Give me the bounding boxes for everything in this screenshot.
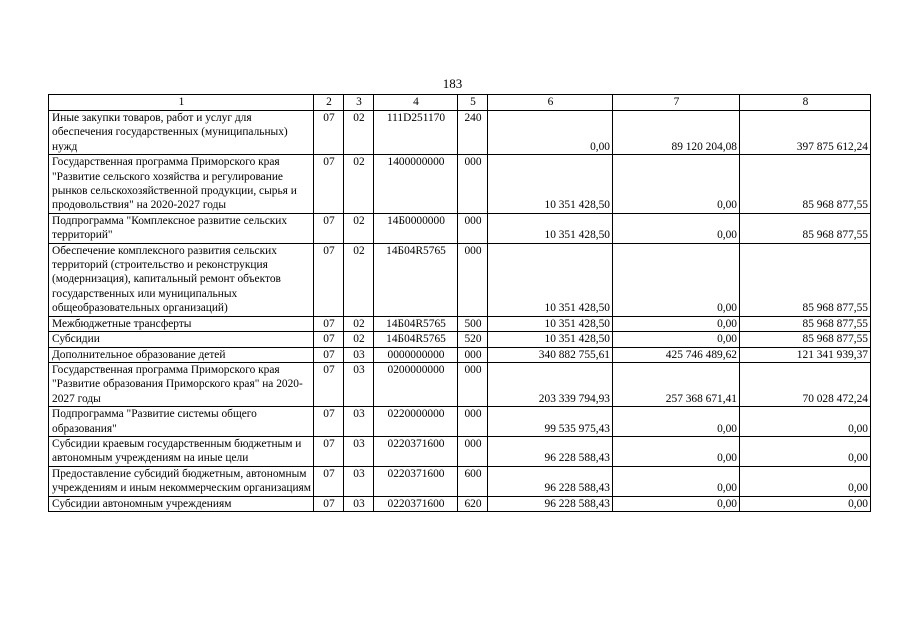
row-name-cell: Предоставление субсидий бюджетным, автономным учреждениям и иным некоммерческим организациям bbox=[49, 466, 314, 496]
amount-col6-cell: 10 351 428,50 bbox=[488, 332, 613, 347]
expense-type-cell: 000 bbox=[458, 362, 488, 406]
amount-col6-cell: 340 882 755,61 bbox=[488, 347, 613, 362]
column-header: 4 bbox=[374, 95, 458, 111]
amount-col7-cell: 89 120 204,08 bbox=[613, 111, 740, 155]
row-name-cell: Иные закупки товаров, работ и услуг для обеспечения государственных (муниципальных) нужд bbox=[49, 111, 314, 155]
row-name-cell: Подпрограмма "Развитие системы общего образования" bbox=[49, 407, 314, 437]
amount-col7-cell: 425 746 489,62 bbox=[613, 347, 740, 362]
amount-col6-cell: 10 351 428,50 bbox=[488, 243, 613, 316]
amount-col7-cell: 0,00 bbox=[613, 332, 740, 347]
amount-col7-cell: 0,00 bbox=[613, 155, 740, 214]
amount-col6-cell: 10 351 428,50 bbox=[488, 316, 613, 331]
expense-type-cell: 620 bbox=[458, 496, 488, 511]
subsection-code-cell: 02 bbox=[344, 332, 374, 347]
row-name-cell: Обеспечение комплексного развития сельских территорий (строительство и реконструкция (модернизация), капитальный ремонт объектов государственных или муниципальных общеобразовательных организаций) bbox=[49, 243, 314, 316]
amount-col7-cell: 0,00 bbox=[613, 436, 740, 466]
table-row bbox=[49, 347, 871, 362]
amount-col6-cell: 0,00 bbox=[488, 111, 613, 155]
table-body bbox=[49, 95, 871, 512]
target-article-cell: 14Б0000000 bbox=[374, 213, 458, 243]
section-code-cell: 07 bbox=[314, 213, 344, 243]
amount-col7-cell: 0,00 bbox=[613, 407, 740, 437]
amount-col8-cell: 0,00 bbox=[740, 496, 871, 511]
amount-col8-cell: 85 968 877,55 bbox=[740, 155, 871, 214]
amount-col8-cell: 397 875 612,24 bbox=[740, 111, 871, 155]
budget-table bbox=[48, 94, 871, 512]
amount-col7-cell: 0,00 bbox=[613, 466, 740, 496]
expense-type-cell: 000 bbox=[458, 347, 488, 362]
section-code-cell: 07 bbox=[314, 496, 344, 511]
row-name-cell: Субсидии bbox=[49, 332, 314, 347]
amount-col6-cell: 203 339 794,93 bbox=[488, 362, 613, 406]
subsection-code-cell: 02 bbox=[344, 155, 374, 214]
row-name-cell: Межбюджетные трансферты bbox=[49, 316, 314, 331]
table-row bbox=[49, 316, 871, 331]
target-article-cell: 1400000000 bbox=[374, 155, 458, 214]
target-article-cell: 0220371600 bbox=[374, 496, 458, 511]
table-row bbox=[49, 213, 871, 243]
amount-col6-cell: 10 351 428,50 bbox=[488, 155, 613, 214]
column-header: 6 bbox=[488, 95, 613, 111]
amount-col7-cell: 0,00 bbox=[613, 213, 740, 243]
target-article-cell: 14Б04R5765 bbox=[374, 243, 458, 316]
section-code-cell: 07 bbox=[314, 436, 344, 466]
column-header: 3 bbox=[344, 95, 374, 111]
subsection-code-cell: 02 bbox=[344, 243, 374, 316]
amount-col8-cell: 85 968 877,55 bbox=[740, 243, 871, 316]
amount-col8-cell: 85 968 877,55 bbox=[740, 332, 871, 347]
amount-col8-cell: 0,00 bbox=[740, 466, 871, 496]
amount-col7-cell: 0,00 bbox=[613, 243, 740, 316]
subsection-code-cell: 03 bbox=[344, 407, 374, 437]
section-code-cell: 07 bbox=[314, 316, 344, 331]
subsection-code-cell: 03 bbox=[344, 496, 374, 511]
amount-col7-cell: 0,00 bbox=[613, 496, 740, 511]
amount-col6-cell: 96 228 588,43 bbox=[488, 496, 613, 511]
subsection-code-cell: 03 bbox=[344, 347, 374, 362]
row-name-cell: Подпрограмма "Комплексное развитие сельских территорий" bbox=[49, 213, 314, 243]
table-row bbox=[49, 332, 871, 347]
target-article-cell: 0220371600 bbox=[374, 466, 458, 496]
amount-col6-cell: 96 228 588,43 bbox=[488, 436, 613, 466]
row-name-cell: Дополнительное образование детей bbox=[49, 347, 314, 362]
target-article-cell: 14Б04R5765 bbox=[374, 332, 458, 347]
subsection-code-cell: 02 bbox=[344, 111, 374, 155]
row-name-cell: Субсидии краевым государственным бюджетным и автономным учреждениям на иные цели bbox=[49, 436, 314, 466]
amount-col6-cell: 96 228 588,43 bbox=[488, 466, 613, 496]
subsection-code-cell: 02 bbox=[344, 213, 374, 243]
target-article-cell: 111D251170 bbox=[374, 111, 458, 155]
row-name-cell: Государственная программа Приморского края "Развитие образования Приморского края" на 2020-2027 годы bbox=[49, 362, 314, 406]
table-row bbox=[49, 466, 871, 496]
column-header: 1 bbox=[49, 95, 314, 111]
amount-col7-cell: 0,00 bbox=[613, 316, 740, 331]
section-code-cell: 07 bbox=[314, 466, 344, 496]
amount-col6-cell: 99 535 975,43 bbox=[488, 407, 613, 437]
table-row bbox=[49, 243, 871, 316]
row-name-cell: Государственная программа Приморского края "Развитие сельского хозяйства и регулирование рынков сельскохозяйственной продукции, сырья и продовольствия" на 2020-2027 годы bbox=[49, 155, 314, 214]
section-code-cell: 07 bbox=[314, 362, 344, 406]
subsection-code-cell: 02 bbox=[344, 316, 374, 331]
expense-type-cell: 000 bbox=[458, 407, 488, 437]
section-code-cell: 07 bbox=[314, 155, 344, 214]
amount-col8-cell: 0,00 bbox=[740, 436, 871, 466]
expense-type-cell: 000 bbox=[458, 213, 488, 243]
section-code-cell: 07 bbox=[314, 347, 344, 362]
section-code-cell: 07 bbox=[314, 243, 344, 316]
amount-col8-cell: 85 968 877,55 bbox=[740, 316, 871, 331]
expense-type-cell: 520 bbox=[458, 332, 488, 347]
target-article-cell: 0000000000 bbox=[374, 347, 458, 362]
expense-type-cell: 500 bbox=[458, 316, 488, 331]
subsection-code-cell: 03 bbox=[344, 436, 374, 466]
target-article-cell: 0220371600 bbox=[374, 436, 458, 466]
section-code-cell: 07 bbox=[314, 407, 344, 437]
section-code-cell: 07 bbox=[314, 111, 344, 155]
amount-col6-cell: 10 351 428,50 bbox=[488, 213, 613, 243]
table-row bbox=[49, 362, 871, 406]
target-article-cell: 0220000000 bbox=[374, 407, 458, 437]
table-header-row bbox=[49, 95, 871, 111]
amount-col8-cell: 121 341 939,37 bbox=[740, 347, 871, 362]
expense-type-cell: 000 bbox=[458, 436, 488, 466]
expense-type-cell: 000 bbox=[458, 155, 488, 214]
amount-col7-cell: 257 368 671,41 bbox=[613, 362, 740, 406]
column-header: 7 bbox=[613, 95, 740, 111]
target-article-cell: 14Б04R5765 bbox=[374, 316, 458, 331]
amount-col8-cell: 0,00 bbox=[740, 407, 871, 437]
subsection-code-cell: 03 bbox=[344, 466, 374, 496]
target-article-cell: 0200000000 bbox=[374, 362, 458, 406]
table-row bbox=[49, 496, 871, 511]
subsection-code-cell: 03 bbox=[344, 362, 374, 406]
row-name-cell: Субсидии автономным учреждениям bbox=[49, 496, 314, 511]
column-header: 5 bbox=[458, 95, 488, 111]
column-header: 2 bbox=[314, 95, 344, 111]
expense-type-cell: 600 bbox=[458, 466, 488, 496]
table-row bbox=[49, 155, 871, 214]
section-code-cell: 07 bbox=[314, 332, 344, 347]
column-header: 8 bbox=[740, 95, 871, 111]
page-number: 183 bbox=[442, 76, 463, 91]
expense-type-cell: 240 bbox=[458, 111, 488, 155]
amount-col8-cell: 85 968 877,55 bbox=[740, 213, 871, 243]
table-row bbox=[49, 407, 871, 437]
expense-type-cell: 000 bbox=[458, 243, 488, 316]
table-row bbox=[49, 111, 871, 155]
table-row bbox=[49, 436, 871, 466]
amount-col8-cell: 70 028 472,24 bbox=[740, 362, 871, 406]
